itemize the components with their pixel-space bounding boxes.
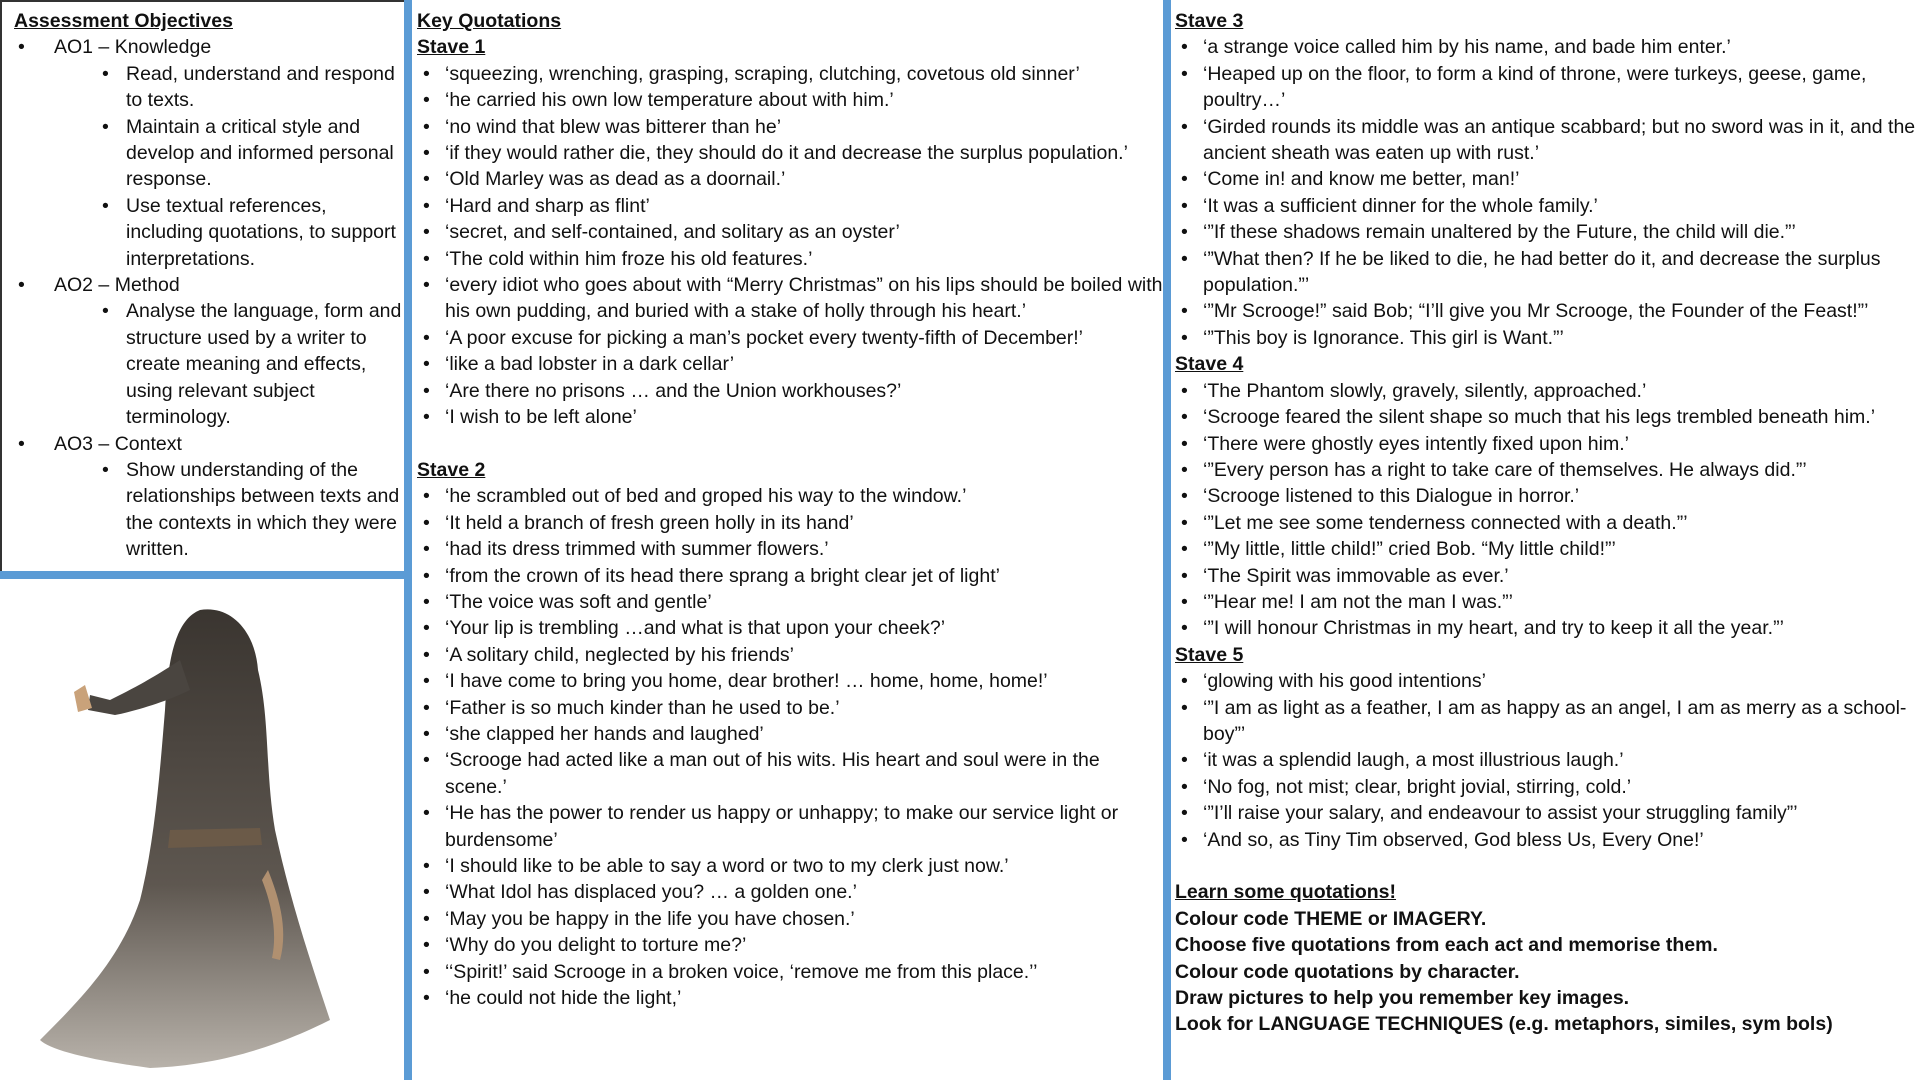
quotation-item: • ‘”I’ll raise your salary, and endeavour to assist your struggling family”’ xyxy=(1175,800,1920,826)
quotation-item: • ‘A solitary child, neglected by his friends’ xyxy=(417,642,1163,668)
ghost-of-christmas-yet-to-come-image xyxy=(30,600,350,1070)
quotation-item: • ‘”I am as light as a feather, I am as happy as an angel, I am as merry as a school-boy”’ xyxy=(1175,695,1920,748)
quotation-item: • ‘Why do you delight to torture me?’ xyxy=(417,932,1163,958)
quotation-list xyxy=(417,483,1163,1011)
quotation-item: • ‘Are there no prisons … and the Union workhouses?’ xyxy=(417,378,1163,404)
objective-point: • Show understanding of the relationships between texts and the contexts in which they were written. xyxy=(14,457,404,563)
objective-item xyxy=(14,34,404,60)
quotation-item: • ‘from the crown of its head there sprang a bright clear jet of light’ xyxy=(417,563,1163,589)
quotation-item: • ‘I should like to be able to say a word or two to my clerk just now.’ xyxy=(417,853,1163,879)
quotation-list xyxy=(1175,378,1920,642)
quotation-item: • ‘Your lip is trembling …and what is that upon your cheek?’ xyxy=(417,615,1163,641)
quotation-item: • ‘it was a splendid laugh, a most illustrious laugh.’ xyxy=(1175,747,1920,773)
quotation-item: • ‘The voice was soft and gentle’ xyxy=(417,589,1163,615)
quotation-item: • ‘secret, and self-contained, and solitary as an oyster’ xyxy=(417,219,1163,245)
quotation-item: • ‘”I will honour Christmas in my heart, and try to keep it all the year.”’ xyxy=(1175,615,1920,641)
objective-points xyxy=(14,457,404,563)
stave-title: Stave 3 xyxy=(1175,10,1244,32)
quotation-item: • ‘Scrooge feared the silent shape so much that his legs trembled beneath him.’ xyxy=(1175,404,1920,430)
quotation-item: • ‘”My little, little child!” cried Bob. “My little child!”’ xyxy=(1175,536,1920,562)
key-quotations-panel xyxy=(412,0,1163,1080)
quotation-item: • ‘The cold within him froze his old features.’ xyxy=(417,246,1163,272)
quotation-item: • ‘she clapped her hands and laughed’ xyxy=(417,721,1163,747)
column-divider-right xyxy=(1163,0,1171,1080)
objective-label: AO2 – Method xyxy=(54,274,180,297)
quotation-item: • ‘Come in! and know me better, man!’ xyxy=(1175,166,1920,192)
quotation-item: • ‘he scrambled out of bed and groped his way to the window.’ xyxy=(417,483,1163,509)
objective-label: AO3 – Context xyxy=(54,432,182,455)
quotation-item: • ‘”Every person has a right to take care of themselves. He always did.”’ xyxy=(1175,457,1920,483)
quotation-item: • ‘Scrooge listened to this Dialogue in horror.’ xyxy=(1175,483,1920,509)
stave-title: Stave 1 xyxy=(417,36,486,59)
quotation-item: • ‘Scrooge had acted like a man out of his wits. His heart and soul were in the scene.’ xyxy=(417,747,1163,800)
quotation-item: • ‘”Hear me! I am not the man I was.”’ xyxy=(1175,589,1920,615)
quotation-item: • ‘every idiot who goes about with “Merry Christmas” on his lips should be boiled with his own pudding, and buried with a stake of holly through his heart.’ xyxy=(417,272,1163,325)
objective-point: • Maintain a critical style and develop and informed personal response. xyxy=(14,114,404,193)
stave-title: Stave 2 xyxy=(417,458,486,481)
quotation-item: • ‘The Spirit was immovable as ever.’ xyxy=(1175,563,1920,589)
objectives-title: Assessment Objectives xyxy=(14,10,233,32)
quotation-item: • ‘And so, as Tiny Tim observed, God bless Us, Every One!’ xyxy=(1175,827,1920,853)
quotation-item: • ‘Hard and sharp as flint’ xyxy=(417,193,1163,219)
quotation-item: • ‘I have come to bring you home, dear brother! … home, home, home!’ xyxy=(417,668,1163,694)
stave-title: Stave 4 xyxy=(1175,353,1244,376)
quotation-list xyxy=(417,61,1163,431)
quotation-item: • ‘squeezing, wrenching, grasping, scraping, clutching, covetous old sinner’ xyxy=(417,61,1163,87)
horizontal-divider xyxy=(0,571,404,579)
objective-item xyxy=(14,272,404,298)
learn-task: Colour code quotations by character. xyxy=(1175,960,1520,983)
quotation-item: • ‘no wind that blew was bitterer than he’ xyxy=(417,114,1163,140)
quotation-item: • ‘The Phantom slowly, gravely, silently, approached.’ xyxy=(1175,378,1920,404)
quotations-continued-panel xyxy=(1171,0,1920,1080)
quotation-item: • ‘”If these shadows remain unaltered by the Future, the child will die.”’ xyxy=(1175,219,1920,245)
objective-label: AO1 – Knowledge xyxy=(54,36,212,59)
learn-task: Draw pictures to help you remember key images. xyxy=(1175,987,1630,1010)
stave-title: Stave 5 xyxy=(1175,643,1244,666)
quotation-item: • ‘May you be happy in the life you have chosen.’ xyxy=(417,906,1163,932)
quotation-list xyxy=(1175,668,1920,853)
learn-title: Learn some quotations! xyxy=(1175,881,1397,904)
quotation-item: • ‘‘Spirit!’ said Scrooge in a broken voice, ‘remove me from this place.’’ xyxy=(417,959,1163,985)
quotation-item: • ‘There were ghostly eyes intently fixed upon him.’ xyxy=(1175,431,1920,457)
quotation-item: • ‘if they would rather die, they should do it and decrease the surplus population.’ xyxy=(417,140,1163,166)
objective-points xyxy=(14,298,404,430)
objective-point: • Use textual references, including quotations, to support interpretations. xyxy=(14,193,404,272)
quotation-item: • ‘”Mr Scrooge!” said Bob; “I’ll give you Mr Scrooge, the Founder of the Feast!”’ xyxy=(1175,298,1920,324)
quotation-item: • ‘A poor excuse for picking a man’s pocket every twenty-fifth of December!’ xyxy=(417,325,1163,351)
quotation-item: • ‘he could not hide the light,’ xyxy=(417,985,1163,1011)
quotation-item: • ‘It held a branch of fresh green holly in its hand’ xyxy=(417,510,1163,536)
quotation-item: • ‘Old Marley was as dead as a doornail.’ xyxy=(417,166,1163,192)
quotation-item: • ‘He has the power to render us happy or unhappy; to make our service light or burdensome’ xyxy=(417,800,1163,853)
quotation-item: • ‘Heaped up on the floor, to form a kind of throne, were turkeys, geese, game, poultry…’ xyxy=(1175,61,1920,114)
quotation-item: • ‘he carried his own low temperature about with him.’ xyxy=(417,87,1163,113)
learn-task: Look for LANGUAGE TECHNIQUES (e.g. metaphors, similes, sym bols) xyxy=(1175,1013,1833,1036)
quotation-item: • ‘I wish to be left alone’ xyxy=(417,404,1163,430)
objectives-list xyxy=(14,34,404,562)
key-quotations-title: Key Quotations xyxy=(417,10,562,32)
quotation-item: • ‘”This boy is Ignorance. This girl is Want.”’ xyxy=(1175,325,1920,351)
column-divider-left xyxy=(404,0,412,1080)
quotation-item: • ‘”Let me see some tenderness connected with a death.”’ xyxy=(1175,510,1920,536)
quotation-item: • ‘Girded rounds its middle was an antique scabbard; but no sword was in it, and the ancient sheath was eaten up with rust.’ xyxy=(1175,114,1920,167)
quotation-list xyxy=(1175,34,1920,351)
quotation-item: • ‘glowing with his good intentions’ xyxy=(1175,668,1920,694)
objective-point: • Analyse the language, form and structure used by a writer to create meaning and effects, using relevant subject terminology. xyxy=(14,298,404,430)
quotation-item: • ‘It was a sufficient dinner for the whole family.’ xyxy=(1175,193,1920,219)
quotation-item: • ‘a strange voice called him by his name, and bade him enter.’ xyxy=(1175,34,1920,60)
objective-point: • Read, understand and respond to texts. xyxy=(14,61,404,114)
quotation-item: • ‘”What then? If he be liked to die, he had better do it, and decrease the surplus population.”’ xyxy=(1175,246,1920,299)
quotation-item: • ‘had its dress trimmed with summer flowers.’ xyxy=(417,536,1163,562)
quotation-item: • ‘Father is so much kinder than he used to be.’ xyxy=(417,695,1163,721)
objective-item xyxy=(14,431,404,457)
objective-points xyxy=(14,61,404,272)
learn-task: Colour code THEME or IMAGERY. xyxy=(1175,907,1487,930)
learn-task: Choose five quotations from each act and memorise them. xyxy=(1175,934,1718,957)
quotation-item: • ‘like a bad lobster in a dark cellar’ xyxy=(417,351,1163,377)
quotation-item: • ‘What Idol has displaced you? … a golden one.’ xyxy=(417,879,1163,905)
quotation-item: • ‘No fog, not mist; clear, bright jovial, stirring, cold.’ xyxy=(1175,774,1920,800)
